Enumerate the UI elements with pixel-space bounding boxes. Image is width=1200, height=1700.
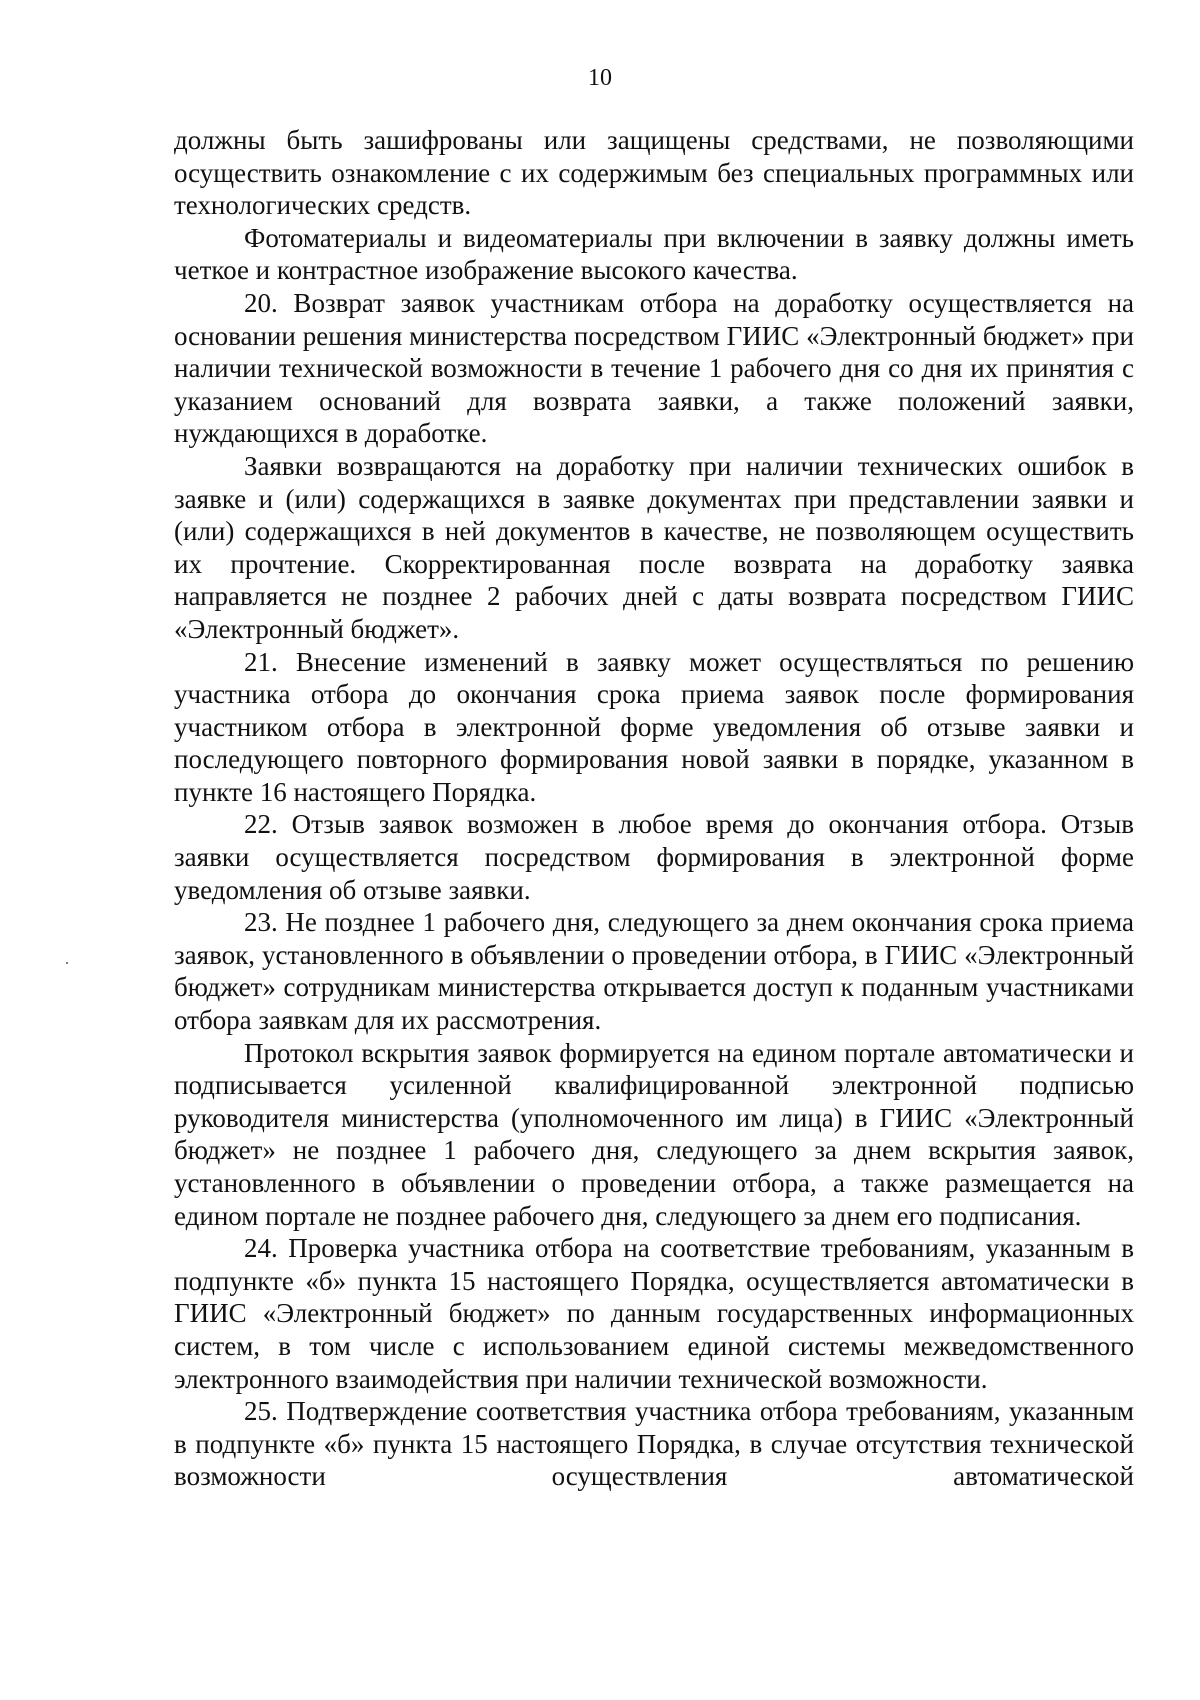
paragraph-continuation: должны быть зашифрованы или защищены средствами, не позволяющими осуществить ознакомление с их содержимым без специальных программных или технологических средств.	[174, 125, 1134, 221]
paragraph-opening-protocol: Протокол вскрытия заявок формируется на едином портале автоматически и подписывается усиленной квалифицированной электронной подписью руководителя министерства (уполномоченного им лица) в ГИИС «Электронный бюджет» не позднее 1 рабочего дня, следующего за днем вскрытия заявок, установленного в объявлении о проведении отбора, а также размещается на едином портале не позднее рабочего дня, следующего за днем его подписания.	[174, 1037, 1134, 1231]
paragraph-item-22: 22. Отзыв заявок возможен в любое время до окончания отбора. Отзыв заявки осуществляется посредством формирования в электронной форме уведомления об отзыве заявки.	[174, 809, 1134, 905]
paragraph-item-25: 25. Подтверждение соответствия участника отбора требованиям, указанным в подпункте «б» пункта 15 настоящего Порядка, в случае отсутствия технической возможности осуществления автоматической	[174, 1396, 1134, 1492]
paragraph-item-24: 24. Проверка участника отбора на соответствие требованиям, указанным в подпункте «б» пункта 15 настоящего Порядка, осуществляется автоматически в ГИИС «Электронный бюджет» по данным государственных информационных систем, в том числе с использованием единой системы межведомственного электронного взаимодействия при наличии технической возможности.	[174, 1233, 1134, 1394]
page-number: 10	[588, 65, 612, 91]
paragraph-photo-video-materials: Фотоматериалы и видеоматериалы при включении в заявку должны иметь четкое и контрастное изображение высокого качества.	[174, 222, 1134, 286]
scan-speck	[66, 962, 68, 964]
paragraph-item-23: 23. Не позднее 1 рабочего дня, следующего за днем окончания срока приема заявок, установленного в объявлении о проведении отбора, в ГИИС «Электронный бюджет» сотрудникам министерства открывается доступ к поданным участниками отбора заявкам для их рассмотрения.	[174, 907, 1134, 1036]
paragraph-item-21: 21. Внесение изменений в заявку может осуществляться по решению участника отбора до окончания срока приема заявок после формирования участником отбора в электронной форме уведомления об отзыве заявки и последующего повторного формирования новой заявки в порядке, указанном в пункте 16 настоящего Порядка.	[174, 646, 1134, 807]
document-body	[174, 124, 1134, 1493]
paragraph-item-20: 20. Возврат заявок участникам отбора на доработку осуществляется на основании решения министерства посредством ГИИС «Электронный бюджет» при наличии технической возможности в течение 1 рабочего дня со дня их принятия с указанием оснований для возврата заявки, а также положений заявки, нуждающихся в доработке.	[174, 287, 1134, 449]
paragraph-return-for-revision: Заявки возвращаются на доработку при наличии технических ошибок в заявке и (или) содержащихся в заявке документах при представлении заявки и (или) содержащихся в ней документов в качестве, не позволяющем осуществить их прочтение. Скорректированная после возврата на доработку заявка направляется не позднее 2 рабочих дней с даты возврата посредством ГИИС «Электронный бюджет».	[174, 450, 1134, 644]
